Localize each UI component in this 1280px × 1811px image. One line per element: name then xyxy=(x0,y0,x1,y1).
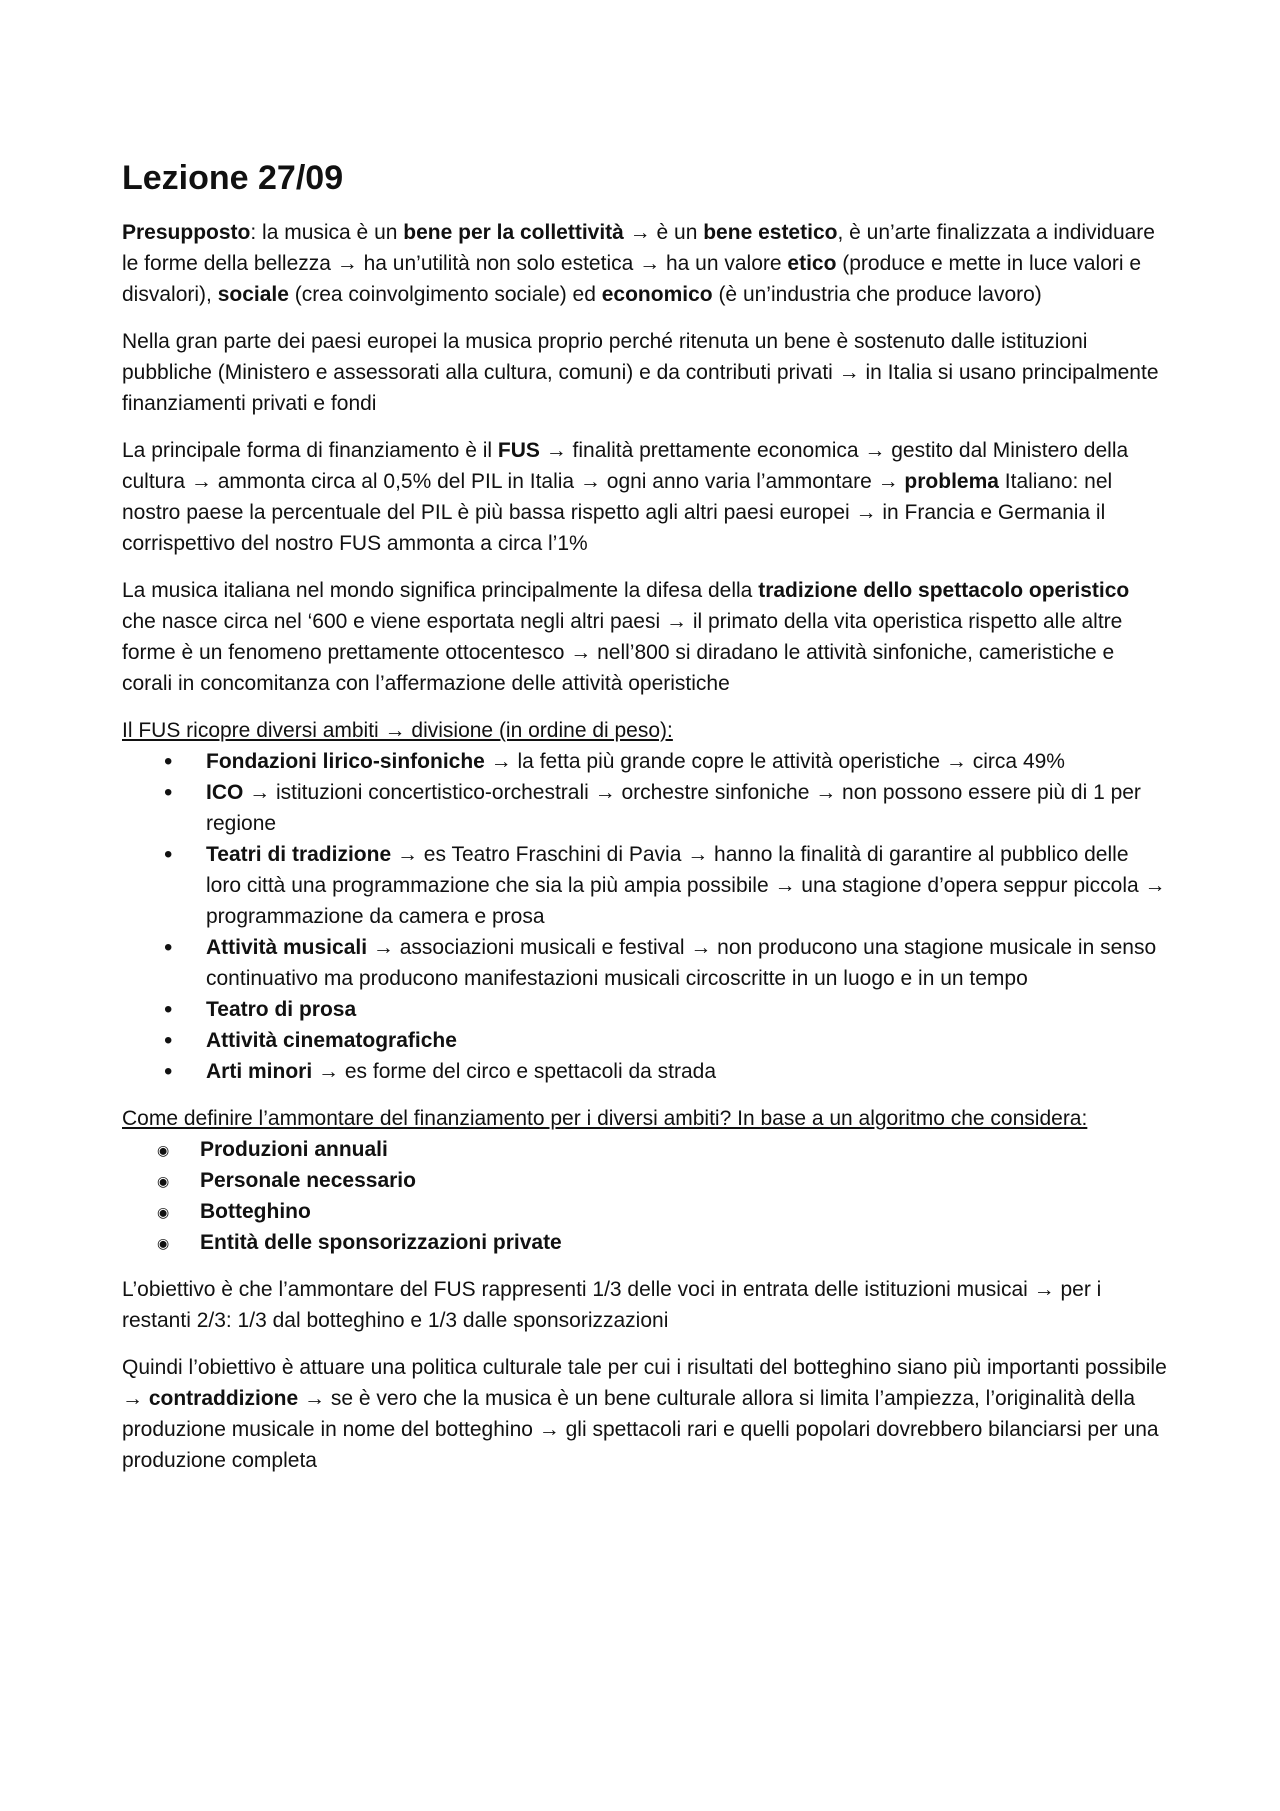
text-run: → è un xyxy=(623,220,704,244)
list-item xyxy=(122,1025,1167,1056)
bold-term: Teatro di prosa xyxy=(206,997,357,1021)
bold-term: Arti minori xyxy=(206,1059,313,1083)
bold-term: FUS xyxy=(497,438,540,462)
algoritmo-list xyxy=(122,1134,1167,1258)
text-run: La principale forma di finanziamento è il xyxy=(122,438,498,462)
bold-term: Presupposto xyxy=(122,220,251,244)
text-run: Italiano: nel nostro paese la percentuale del PIL è più bassa rispetto agli altri paesi europei → in Francia e Germania il corrispettivo del nostro FUS ammonta a circa l’1% xyxy=(122,469,1113,555)
bold-term: Entità delle sponsorizzazioni private xyxy=(200,1230,562,1254)
list-item xyxy=(122,1196,1167,1227)
text-run: che nasce circa nel ‘600 e viene esportata negli altri paesi → il primato della vita operistica rispetto alle altre forme è un fenomeno prettamente ottocentesco → nell’800 si diradano le attività sinfoniche, cameristiche e corali in concomitanza con l’affermazione delle attività operistiche xyxy=(122,609,1123,695)
fus-ambiti-heading: Il FUS ricopre diversi ambiti → divisione (in ordine di peso): xyxy=(122,718,673,742)
text-run: → la fetta più grande copre le attività operistiche → circa 49% xyxy=(484,749,1065,773)
bold-term: bene per la collettività xyxy=(403,220,624,244)
paragraph-presupposto xyxy=(122,217,1167,310)
bold-term: economico xyxy=(601,282,713,306)
paragraph-fus xyxy=(122,435,1167,559)
bold-term: Attività musicali xyxy=(206,935,368,959)
text-run: La musica italiana nel mondo significa principalmente la difesa della xyxy=(122,578,759,602)
bold-term: tradizione dello spettacolo operistico xyxy=(758,578,1130,602)
bold-term: Teatri di tradizione xyxy=(206,842,392,866)
bold-term: Personale necessario xyxy=(200,1168,416,1192)
list-item xyxy=(122,839,1167,932)
bold-term: problema xyxy=(904,469,999,493)
list-item xyxy=(122,1165,1167,1196)
bold-term: contraddizione xyxy=(148,1386,299,1410)
text-run: (crea coinvolgimento sociale) ed xyxy=(288,282,602,306)
text-run: → es forme del circo e spettacoli da strada xyxy=(312,1059,717,1083)
text-run: → se è vero che la musica è un bene culturale allora si limita l’ampiezza, l’originalità della produzione musicale in nome del botteghino → gli spettacoli rari e quelli popolari dovrebbero bilanciarsi per una produzione completa xyxy=(122,1386,1159,1472)
bold-term: Fondazioni lirico-sinfoniche xyxy=(206,749,485,773)
text-run: → associazioni musicali e festival → non producono una stagione musicale in senso continuativo ma producono manifestazioni musicali circoscritte in un luogo e in un tempo xyxy=(206,935,1157,990)
bold-term: Botteghino xyxy=(200,1199,311,1223)
list-item xyxy=(122,1227,1167,1258)
list-item xyxy=(122,1056,1167,1087)
list-item xyxy=(122,1134,1167,1165)
bold-term: bene estetico xyxy=(703,220,838,244)
text-run: (produce e mette in luce valori e disvalori), xyxy=(122,251,1142,306)
text-run: (è un’industria che produce lavoro) xyxy=(712,282,1042,306)
algoritmo-heading: Come definire l’ammontare del finanziamento per i diversi ambiti? In base a un algoritmo che considera: xyxy=(122,1106,1088,1130)
list-item xyxy=(122,777,1167,839)
text-run: → istituzioni concertistico-orchestrali → orchestre sinfoniche → non possono essere più di 1 per regione xyxy=(206,780,1141,835)
list-item xyxy=(122,932,1167,994)
paragraph-musica-italiana xyxy=(122,575,1167,699)
fus-ambiti-list xyxy=(122,746,1167,1087)
bold-term: ICO xyxy=(206,780,244,804)
text-run: Quindi l’obiettivo è attuare una politica culturale tale per cui i risultati del botteghino siano più importanti possibile → xyxy=(122,1355,1167,1410)
text-run: → es Teatro Fraschini di Pavia → hanno la finalità di garantire al pubblico delle loro città una programmazione che sia la più ampia possibile → una stagione d’opera seppur piccola → programmazione da camera e prosa xyxy=(206,842,1166,928)
text-run: → finalità prettamente economica → gestito dal Ministero della cultura → ammonta circa al 0,5% del PIL in Italia → ogni anno varia l’ammontare → xyxy=(122,438,1129,493)
text-run: , è un’arte finalizzata a individuare le forme della bellezza → ha un’utilità non solo estetica → ha un valore xyxy=(122,220,1155,275)
document-page xyxy=(122,150,1167,1492)
page-title: Lezione 27/09 xyxy=(122,159,344,197)
list-item xyxy=(122,746,1167,777)
bold-term: Attività cinematografiche xyxy=(206,1028,457,1052)
paragraph-obiettivo: L’obiettivo è che l’ammontare del FUS rappresenti 1/3 delle voci in entrata delle istituzioni musicai → per i restanti 2/3: 1/3 dal botteghino e 1/3 dalle sponsorizzazioni xyxy=(122,1277,1102,1332)
bold-term: sociale xyxy=(217,282,289,306)
paragraph-paesi-europei: Nella gran parte dei paesi europei la musica proprio perché ritenuta un bene è sostenuto dalle istituzioni pubbliche (Ministero e assessorati alla cultura, comuni) e da contributi privati → in Italia si usano principalmente finanziamenti privati e fondi xyxy=(122,329,1159,415)
paragraph-contraddizione xyxy=(122,1352,1167,1476)
bold-term: etico xyxy=(787,251,837,275)
text-run: : la musica è un xyxy=(250,220,404,244)
list-item xyxy=(122,994,1167,1025)
bold-term: Produzioni annuali xyxy=(200,1137,388,1161)
